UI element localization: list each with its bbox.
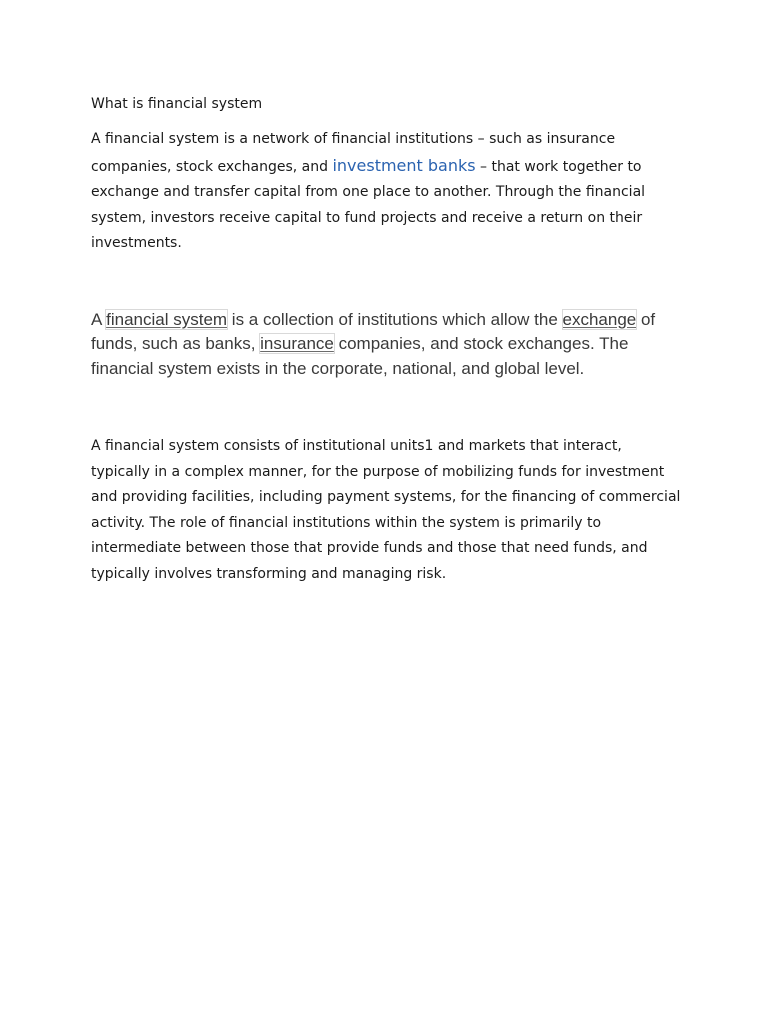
paragraph-institutional-definition: A financial system consists of institutional units1 and markets that interact, typically in a complex manner, for the purpose of mobilizing funds for investment and providing facilities, including payment systems, for the financing of commercial activity. The role of financial institutions within the system is primarily to intermediate between those that provide funds and those that need funds, and typically involves transforming and managing risk. bbox=[91, 438, 681, 582]
paragraph-text: of funds, such as banks, bbox=[91, 309, 656, 353]
paragraph-text: A financial system is a network of financial institutions – such as insurance companies, stock exchanges, and bbox=[91, 131, 616, 175]
paragraph-text: – that work together to exchange and transfer capital from one place to another. Through the financial system, investors receive capital to fund projects and receive a return on their investments. bbox=[91, 158, 646, 251]
term-exchange-link[interactable]: exchange bbox=[562, 309, 637, 329]
paragraph-text: A bbox=[91, 309, 107, 329]
paragraph-network-definition bbox=[91, 127, 656, 257]
paragraph-collection-definition bbox=[91, 308, 686, 382]
term-financial-system-link[interactable]: financial system bbox=[106, 309, 228, 329]
document-page bbox=[91, 92, 691, 587]
term-insurance-link[interactable]: insurance bbox=[260, 334, 334, 353]
paragraph-text: is a collection of institutions which allow the bbox=[227, 309, 563, 329]
investment-banks-link[interactable]: investment banks bbox=[332, 155, 476, 175]
document-heading: What is financial system bbox=[91, 96, 263, 112]
paragraph-text: companies, and stock exchanges. The financial system exists in the corporate, national, and global level. bbox=[91, 334, 629, 378]
